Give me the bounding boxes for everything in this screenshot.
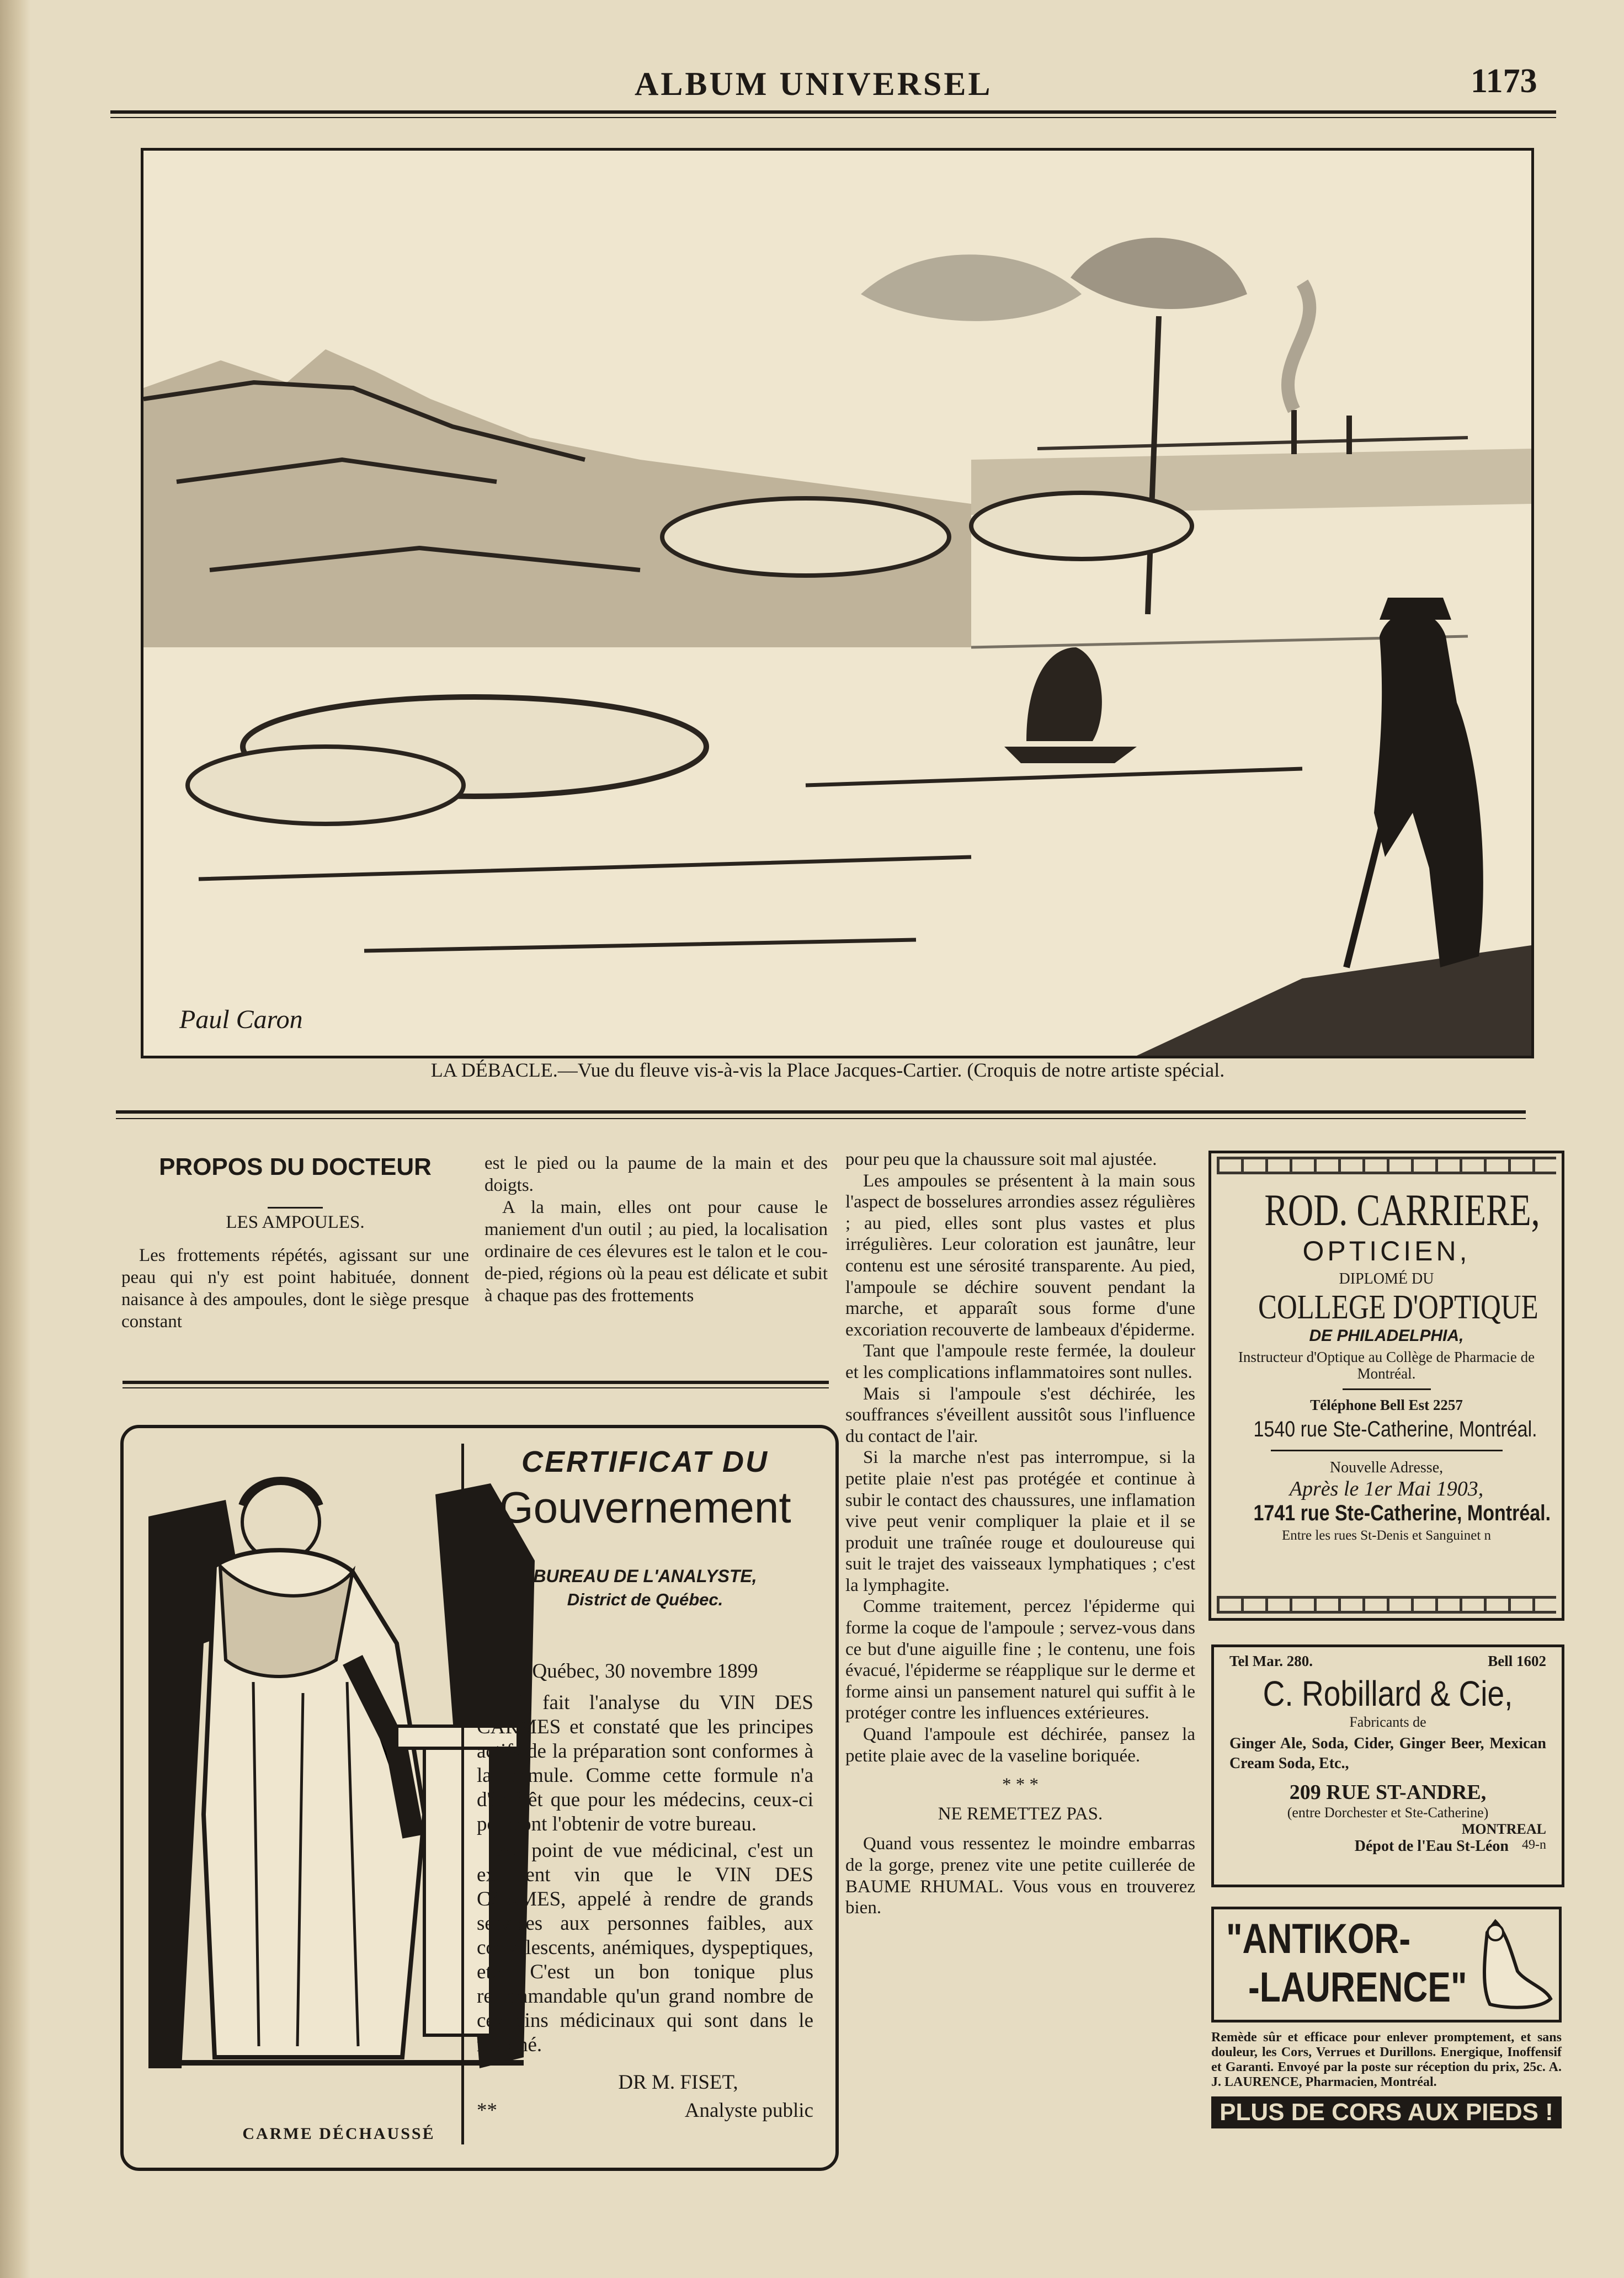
signer-name: DR M. FISET, bbox=[618, 2071, 738, 2094]
note-title: NE REMETTEZ PAS. bbox=[938, 1803, 1103, 1824]
robillard-between: (entre Dorchester et Ste-Catherine) bbox=[1287, 1805, 1489, 1821]
depot-label: Dépot de l'Eau St-Léon bbox=[1354, 1838, 1509, 1855]
rod-carriere-ad bbox=[1208, 1151, 1564, 1621]
article-column-2 bbox=[484, 1152, 828, 1307]
products-line: Ginger Ale, Soda, Cider, Ginger Beer, Mexican Cream Soda, Etc., bbox=[1229, 1735, 1546, 1772]
article-paragraph: Les ampoules se présentent à la main sous l'aspect de bosselures arrondies assez régulières ; au pied, elles sont plus vastes et plus irrégulières. Leur coloration est jaunâtre, leur contenu est une sérosité transparente. Au pied, l'ampoule se déchire souvent pendant la marche, et apparaît sous forme d'une excoriation recouverte de lambeaux d'épiderme. bbox=[845, 1170, 1195, 1340]
vin-des-carmes-ad bbox=[120, 1425, 839, 2171]
carriere-trade: OPTICIEN, bbox=[1302, 1236, 1471, 1266]
article-paragraph: Quand l'ampoule est déchirée, pansez la petite plaie avec de la vaseline boriquée. bbox=[845, 1725, 1195, 1766]
article-paragraph: Comme traitement, percez l'épiderme qui forme la coque de l'ampoule ; servez-vous dans ce but d'une aiguille fine ; le contenu, une fois évacué, l'épiderme se réapplique sur le derme et forme ainsi un pansement naturel qui suffit à le protéger contre les influences extérieures. bbox=[845, 1596, 1195, 1723]
illustration-la-debacle bbox=[141, 148, 1534, 1058]
article-paragraph: pour peu que la chaussure soit mal ajustée. bbox=[845, 1149, 1157, 1169]
ad-rule bbox=[1343, 1388, 1431, 1390]
article-paragraph: Tant que l'ampoule reste fermée, la douleur et les complications inflammatoires sont nulles. bbox=[845, 1341, 1195, 1382]
article-paragraph: Les frottements répétés, agissant sur une peau qui n'y est point habituée, donnent naisance à des ampoules, dont le siège presque constant bbox=[121, 1246, 469, 1332]
certificat-paragraph-2: Au point de vue médicinal, c'est un excellent vin que le VIN DES CARMES, appelé à rendre de grands services aux personnes faibles, aux convalescents, anémiques, dyspeptiques, etc. C'est un bon tonique plus recommandable qu'un grand nombre de ces vins médicinaux qui sont dans le marché. bbox=[477, 1839, 813, 2056]
antikor-brand-1: "ANTIKOR- bbox=[1226, 1915, 1411, 1962]
bureau-label: BUREAU DE L'ANALYSTE, bbox=[533, 1566, 757, 1586]
header-rule bbox=[110, 110, 1556, 114]
certificat-heading: CERTIFICAT DU bbox=[521, 1445, 769, 1478]
title-rule bbox=[268, 1207, 323, 1209]
antikor-brand-2: -LAURENCE" bbox=[1248, 1964, 1467, 2011]
tel-mar: Tel Mar. 280. bbox=[1229, 1653, 1313, 1669]
gouvernement-heading: Gouvernement bbox=[499, 1483, 791, 1532]
college-name: COLLEGE D'OPTIQUE bbox=[1258, 1289, 1538, 1326]
robillard-name: C. Robillard & Cie, bbox=[1263, 1674, 1513, 1713]
fabricants-label: Fabricants de bbox=[1349, 1714, 1426, 1730]
mid-rule-thin bbox=[123, 1387, 829, 1388]
address-old: 1540 rue Ste-Catherine, Montréal. bbox=[1253, 1417, 1537, 1441]
foot-icon bbox=[1473, 1916, 1556, 2013]
section-rule-thin bbox=[116, 1118, 1526, 1119]
header-rule-thin bbox=[110, 117, 1556, 118]
section-rule bbox=[116, 1110, 1526, 1114]
district-label: District de Québec. bbox=[567, 1590, 723, 1609]
robillard-city: MONTREAL bbox=[1461, 1821, 1546, 1837]
robillard-ad bbox=[1211, 1644, 1564, 1887]
article-paragraph: est le pied ou la paume de la main et des doigts. bbox=[484, 1153, 828, 1195]
after-date: Après le 1er Mai 1903, bbox=[1289, 1477, 1484, 1500]
depot-line bbox=[1214, 1838, 1562, 1855]
depot-code: 49-n bbox=[1522, 1838, 1546, 1852]
mid-rule bbox=[123, 1381, 829, 1384]
ad-divider bbox=[461, 1444, 464, 2144]
article-paragraph: A la main, elles ont pour cause le maniement d'un outil ; au pied, la localisation ordinaire de ces élevures est le talon et le cou-de-pied, régions où la peau est délicate et subit à chaque pas des frottements bbox=[484, 1197, 828, 1306]
article-title: PROPOS DU DOCTEUR bbox=[159, 1153, 432, 1180]
college-city: DE PHILADELPHIA, bbox=[1309, 1327, 1464, 1345]
ad-border-ornament bbox=[1217, 1157, 1556, 1174]
signer-line bbox=[477, 2099, 813, 2122]
article-paragraph: Mais si l'ampoule s'est déchirée, les souffrances s'éveillent aussitôt sous l'influence du contact de l'air. bbox=[845, 1383, 1195, 1446]
monk-caption: CARME DÉCHAUSSÉ bbox=[242, 2125, 435, 2143]
signer-mark: ** bbox=[477, 2099, 497, 2122]
certificat-paragraph-1: J'ai fait l'analyse du VIN DES CARMES et constaté que les principes actifs de la préparation sont conformes à la formule. Comme cette formule n'a d'intérêt que pour les médecins, ceux-ci pourront l'obtenir de votre bureau. bbox=[477, 1691, 813, 1835]
antikor-brand-box bbox=[1211, 1907, 1562, 2022]
between-streets: Entre les rues St-Denis et Sanguinet n bbox=[1281, 1528, 1492, 1543]
book-spine-shadow bbox=[0, 0, 30, 2278]
antikor-description: Remède sûr et efficace pour enlever promptement, et sans douleur, les Cors, Verrues et Durillons. Energique, Inoffensif et Garanti. Envoyé par la poste sur réception du prix, 25c. A. J. LAURENCE, Pharmacien, Montréal. bbox=[1211, 2030, 1562, 2089]
article-subtitle: LES AMPOULES. bbox=[226, 1212, 365, 1232]
article-column-1 bbox=[121, 1153, 469, 1333]
robillard-phones bbox=[1214, 1647, 1562, 1670]
address-new: 1741 rue Ste-Catherine, Montréal. bbox=[1253, 1501, 1551, 1525]
note-text: Quand vous ressentez le moindre embarras de la gorge, prenez vite une petite cuillerée de BAUME RHUMAL. Vous vous en trouverez bien. bbox=[845, 1834, 1195, 1918]
antikor-laurence-ad bbox=[1211, 1907, 1562, 2166]
instructor-line: Instructeur d'Optique au Collège de Pharmacie de Montréal. bbox=[1238, 1349, 1535, 1382]
phone-line: Téléphone Bell Est 2257 bbox=[1310, 1397, 1463, 1413]
page-number: 1173 bbox=[1471, 62, 1537, 100]
signer-title: Analyste public bbox=[684, 2099, 813, 2122]
running-title: ALBUM UNIVERSEL bbox=[635, 66, 993, 102]
diplome-label: DIPLOMÉ DU bbox=[1339, 1270, 1434, 1287]
ad-rule bbox=[1271, 1450, 1503, 1451]
carriere-name: ROD. CARRIERE, bbox=[1264, 1185, 1540, 1235]
ice-river-sketch bbox=[143, 151, 1531, 1056]
certificat-text-block bbox=[477, 1445, 813, 2122]
antikor-slogan: PLUS DE CORS AUX PIEDS ! bbox=[1211, 2096, 1562, 2128]
robillard-address: 209 RUE ST-ANDRE, bbox=[1289, 1781, 1487, 1804]
artist-signature: Paul Caron bbox=[179, 1005, 303, 1034]
ad-border-ornament bbox=[1217, 1596, 1556, 1614]
tel-bell: Bell 1602 bbox=[1488, 1653, 1546, 1669]
illustration-caption: LA DÉBACLE.—Vue du fleuve vis-à-vis la Place Jacques-Cartier. (Croquis de notre artiste spécial. bbox=[430, 1059, 1225, 1081]
new-address-label: Nouvelle Adresse, bbox=[1329, 1459, 1444, 1476]
certificat-date: Québec, 30 novembre 1899 bbox=[532, 1660, 758, 1683]
section-stars: * * * bbox=[1002, 1775, 1039, 1795]
article-paragraph: Si la marche n'est pas interrompue, si la petite plaie n'est pas protégée et continue à subir le contact des chaussures, une inflamation vive peut venir compliquer la plaie et il se produit une traînée rouge et douloureuse qui suit le trajet des vaisseaux lymphatiques ; c'est la lymphagite. bbox=[845, 1447, 1195, 1595]
article-column-3 bbox=[845, 1149, 1195, 1919]
